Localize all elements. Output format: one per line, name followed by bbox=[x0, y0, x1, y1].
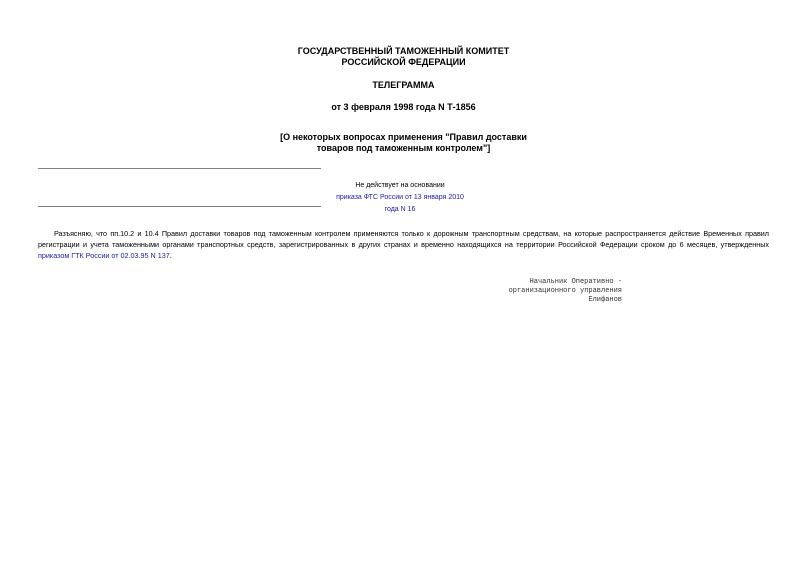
signature-position-line1: Начальник Оперативно - bbox=[529, 278, 622, 286]
repeal-order-link[interactable]: приказа ФТС России от 13 января 2010 года N 16 bbox=[336, 194, 464, 213]
status-divider-bottom bbox=[38, 206, 321, 207]
status-label: Не действует на основании bbox=[355, 182, 445, 189]
issuing-organization bbox=[0, 46, 807, 68]
signature-position-line2: организационного управления bbox=[508, 287, 622, 295]
document-date: от 3 февраля 1998 года N Т-1856 bbox=[331, 102, 476, 112]
signature-block bbox=[509, 278, 622, 305]
body-text-main: Разъясняю, что пп.10.2 и 10.4 Правил доставки товаров под таможенным контролем применяются только к дорожным транспортным средствам, на которые распространяется действие Временных правил регистрации и учета таможенными органами транспортных средств, зарегистрированных в других странах и временно находящихся на территории Российской Федерации сроком до 6 месяцев, утвержденных bbox=[38, 229, 769, 249]
document-subject bbox=[0, 132, 807, 154]
body-text-end: . bbox=[169, 251, 172, 260]
status-note bbox=[330, 180, 470, 216]
document-type: ТЕЛЕГРАММА bbox=[372, 80, 435, 90]
body-paragraph bbox=[38, 228, 769, 261]
signature-name: Елифанов bbox=[588, 296, 622, 304]
org-name-line1: ГОСУДАРСТВЕННЫЙ ТАМОЖЕННЫЙ КОМИТЕТ bbox=[297, 46, 510, 56]
status-divider-top bbox=[38, 168, 321, 169]
subject-line2: товаров под таможенным контролем"] bbox=[316, 143, 491, 153]
order-137-link[interactable]: приказом ГТК России от 02.03.95 N 137 bbox=[38, 251, 170, 260]
subject-line1: [О некоторых вопросах применения "Правил доставки bbox=[280, 132, 527, 142]
org-name-line2: РОССИЙСКОЙ ФЕДЕРАЦИИ bbox=[341, 57, 466, 67]
